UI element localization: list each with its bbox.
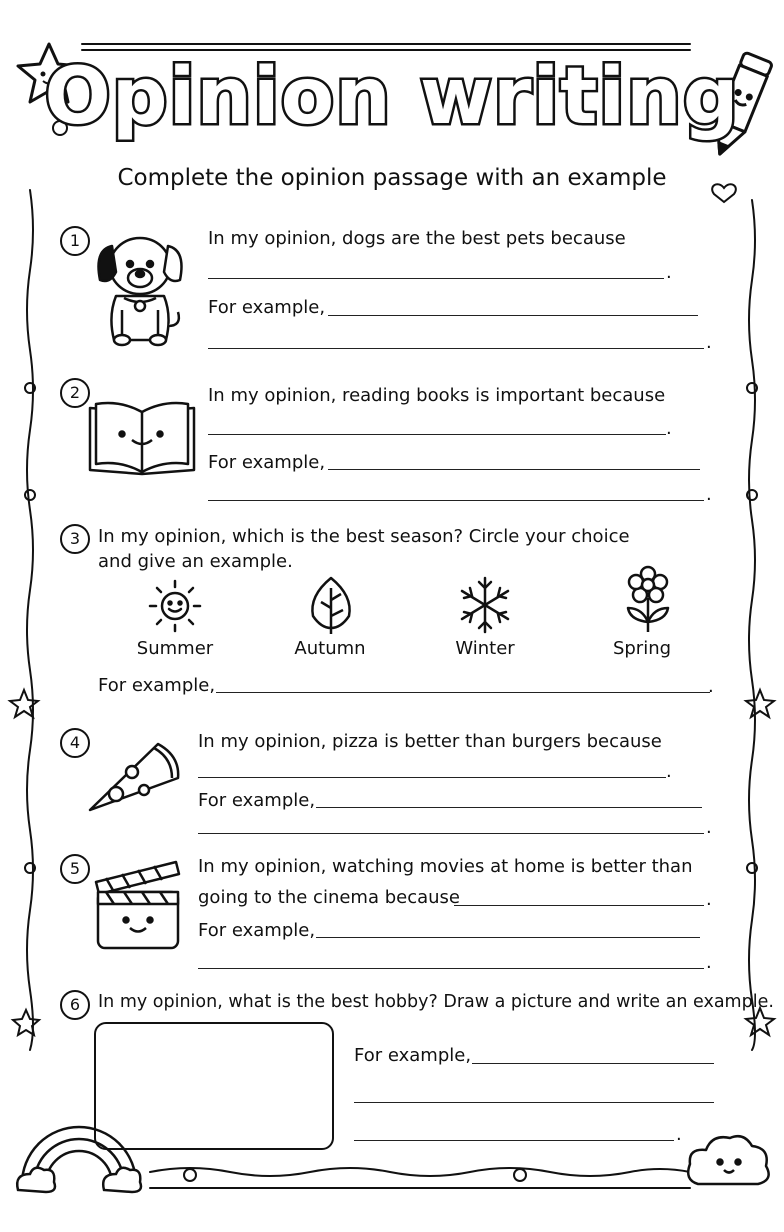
period: . [666,262,672,283]
section-number: 3 [60,524,90,554]
rainbow-icon [12,1104,146,1194]
example-line[interactable] [354,1102,714,1103]
dog-icon [88,226,188,350]
section-3-prompt-line2: and give an example. [98,551,293,572]
example-line[interactable] [198,833,704,834]
section-number: 5 [60,854,90,884]
section-4-example-label: For example, [198,790,316,811]
example-line[interactable] [328,469,700,470]
period: . [666,761,672,782]
season-winter[interactable]: Winter [455,638,515,659]
sun-icon[interactable] [145,578,205,634]
period: . [676,1124,682,1145]
cloud-icon [684,1120,774,1190]
section-1-example-label: For example, [208,297,326,318]
section-3-example-label: For example, [98,675,216,696]
snowflake-icon[interactable] [456,574,514,636]
section-6-prompt: In my opinion, what is the best hobby? Draw a picture and write an example. [98,992,774,1012]
page-title: Opinion writing [44,52,740,142]
answer-line[interactable] [208,434,666,435]
section-number: 1 [60,226,90,256]
example-line[interactable] [316,937,700,938]
book-icon [86,398,198,478]
section-5-prompt-line1: In my opinion, watching movies at home is better than [198,856,693,877]
section-number: 6 [60,990,90,1020]
example-line[interactable] [472,1063,714,1064]
section-2-prompt: In my opinion, reading books is important because [208,385,666,406]
section-5-example-label: For example, [198,920,316,941]
flower-icon[interactable] [620,564,676,636]
period: . [706,817,712,838]
example-line[interactable] [208,348,704,349]
pizza-icon [86,738,182,814]
section-6-example-label: For example, [354,1045,472,1066]
leaf-icon[interactable] [303,574,359,636]
example-line[interactable] [316,807,702,808]
page-subtitle: Complete the opinion passage with an example [117,165,667,191]
answer-line[interactable] [208,278,664,279]
period: . [706,332,712,353]
example-line[interactable] [208,500,704,501]
season-autumn[interactable]: Autumn [294,638,366,659]
section-3-prompt-line1: In my opinion, which is the best season? Circle your choice [98,526,630,547]
example-line[interactable] [198,968,704,969]
section-5-prompt-line2: going to the cinema because [198,887,461,908]
section-4-prompt: In my opinion, pizza is better than burgers because [198,731,662,752]
season-spring[interactable]: Spring [612,638,672,659]
section-2-example-label: For example, [208,452,326,473]
section-1-prompt: In my opinion, dogs are the best pets because [208,228,626,249]
example-line[interactable] [354,1140,674,1141]
period: . [708,676,714,697]
section-number: 2 [60,378,90,408]
example-line[interactable] [216,692,710,693]
example-line[interactable] [328,315,698,316]
season-summer[interactable]: Summer [136,638,214,659]
period: . [666,418,672,439]
clapperboard-icon [92,856,184,952]
section-number: 4 [60,728,90,758]
answer-line[interactable] [454,905,704,906]
period: . [706,952,712,973]
period: . [706,484,712,505]
answer-line[interactable] [198,777,666,778]
period: . [706,889,712,910]
